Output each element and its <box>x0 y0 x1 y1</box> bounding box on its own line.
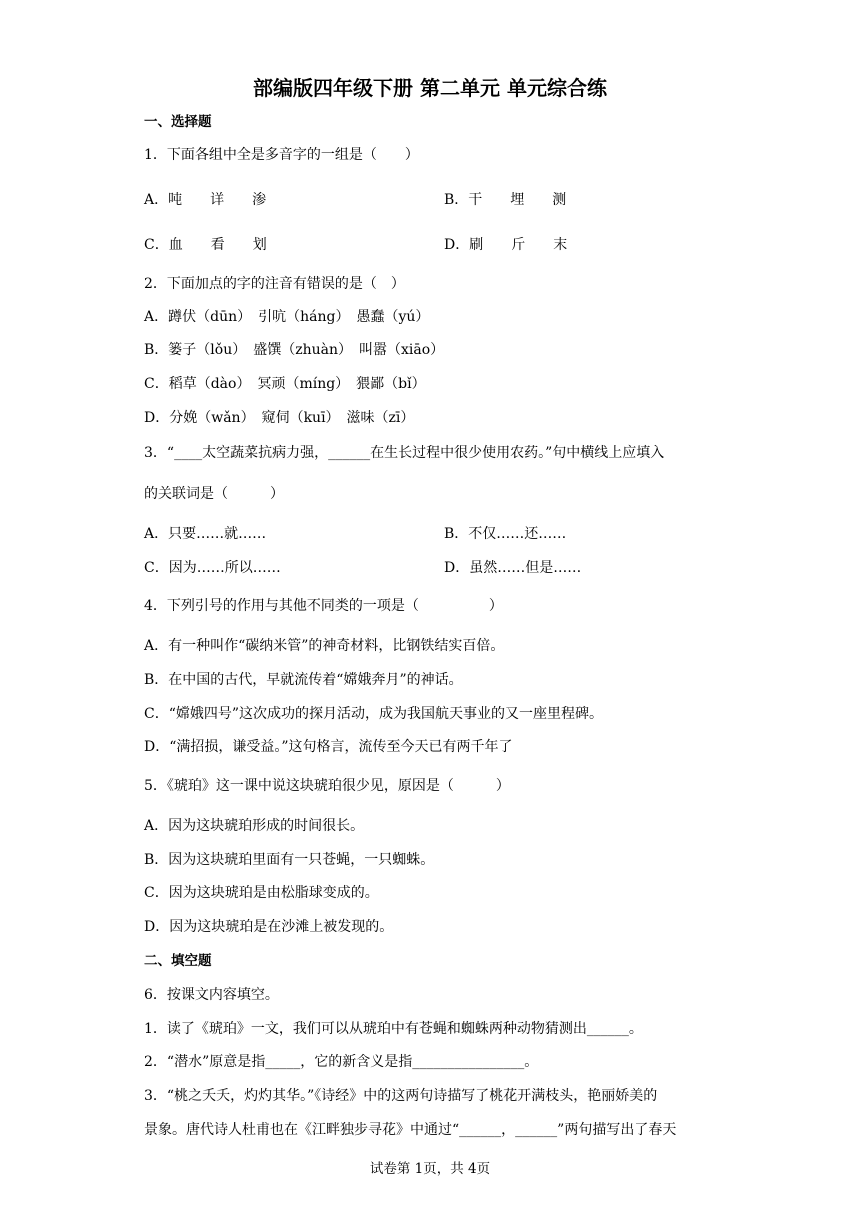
question-3-option-c: C．因为……所以…… <box>144 560 281 576</box>
question-1-option-d: D．刷 斤 末 <box>444 237 568 253</box>
question-3-stem-line-1: 3．“____太空蔬菜抗病力强，______在生长过程中很少使用农药。”句中横线上应填入 <box>144 445 665 461</box>
question-2-option-d: D．分娩（wǎn） 窥伺（kuī） 滋味（zī） <box>144 410 415 426</box>
page-footer: 试卷第 1页，共 4页 <box>369 1161 491 1177</box>
question-4-option-b: B．在中国的古代，早就流传着“嫦娥奔月”的神话。 <box>144 672 463 688</box>
question-4-option-a: A．有一种叫作“碳纳米管”的神奇材料，比钢铁结实百倍。 <box>144 638 505 654</box>
question-6-stem: 6．按课文内容填空。 <box>144 987 279 1003</box>
question-3-option-a: A．只要……就…… <box>144 526 267 542</box>
question-5-option-b: B．因为这块琥珀里面有一只苍蝇，一只蜘蛛。 <box>144 852 435 868</box>
question-5-option-c: C．因为这块琥珀是由松脂球变成的。 <box>144 885 379 901</box>
question-2-stem: 2．下面加点的字的注音有错误的是（ ） <box>144 276 405 292</box>
question-4-option-c: C．“嫦娥四号”这次成功的探月活动，成为我国航天事业的又一座里程碑。 <box>144 706 604 722</box>
question-5-stem: 5．《琥珀》这一课中说这块琥珀很少见，原因是（ ） <box>144 778 510 794</box>
question-6-item-2: 2．“潜水”原意是指_____，它的新含义是指________________。 <box>144 1054 539 1070</box>
question-3-option-b: B．不仅……还…… <box>444 526 567 542</box>
question-1-option-a: A．吨 详 渗 <box>144 192 267 208</box>
question-2-option-b: B．篓子（lǒu） 盛馔（zhuàn） 叫嚣（xiāo） <box>144 342 445 358</box>
section-heading-choice: 一、选择题 <box>144 114 212 130</box>
question-6-item-1: 1．读了《琥珀》一文，我们可以从琥珀中有苍蝇和蜘蛛两种动物猜测出______。 <box>144 1021 643 1037</box>
question-6-item-3-line-2: 景象。唐代诗人杜甫也在《江畔独步寻花》中通过“______，______”两句描写出了春天 <box>144 1122 677 1138</box>
section-heading-fill: 二、填空题 <box>144 953 212 969</box>
question-6-item-3-line-1: 3．“桃之夭夭，灼灼其华。”《诗经》中的这两句诗描写了桃花开满枝头，艳丽娇美的 <box>144 1088 658 1104</box>
question-3-option-d: D．虽然……但是…… <box>444 560 582 576</box>
question-3-stem-line-2: 的关联词是（ ） <box>144 486 284 502</box>
question-4-stem: 4．下列引号的作用与其他不同类的一项是（ ） <box>144 598 503 614</box>
question-5-option-d: D．因为这块琥珀是在沙滩上被发现的。 <box>144 919 394 935</box>
question-2-option-c: C．稻草（dào） 冥顽（míng） 猥鄙（bǐ） <box>144 376 426 392</box>
page-title: 部编版四年级下册 第二单元 单元综合练 <box>253 76 607 100</box>
question-1-option-c: C．血 看 划 <box>144 237 267 253</box>
question-1-stem: 1．下面各组中全是多音字的一组是（ ） <box>144 147 419 163</box>
question-2-option-a: A．蹲伏（dūn） 引吭（háng） 愚蠢（yú） <box>144 309 430 325</box>
question-4-option-d: D．“满招损，谦受益。”这句格言，流传至今天已有两千年了 <box>144 739 513 755</box>
question-1-option-b: B．干 埋 测 <box>444 192 567 208</box>
question-5-option-a: A．因为这块琥珀形成的时间很长。 <box>144 818 365 834</box>
